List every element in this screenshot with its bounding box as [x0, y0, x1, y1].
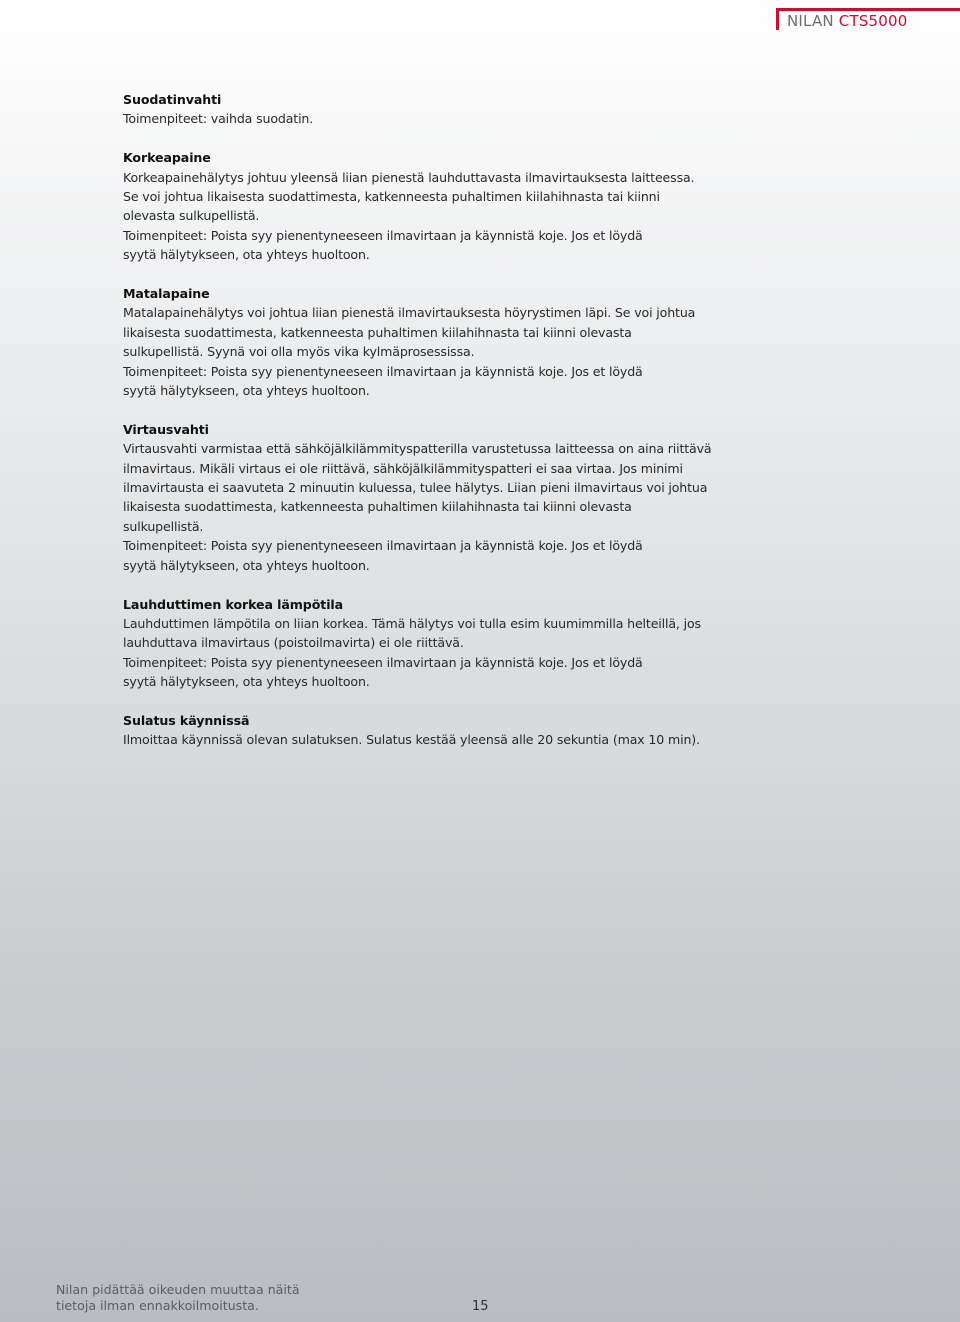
section-line: Toimenpiteet: Poista syy pienentyneeseen ilmavirtaan ja käynnistä koje. Jos et löydä [123, 363, 643, 379]
section-line: syytä hälytykseen, ota yhteys huoltoon. [123, 674, 370, 690]
section-line: likaisesta suodattimesta, katkenneesta puhaltimen kiilahihnasta tai kiinni olevasta [123, 324, 632, 340]
section-heading: Virtausvahti [123, 421, 209, 437]
section-line: lauhduttava ilmavirtaus (poistoilmavirta) ei ole riittävä. [123, 635, 464, 651]
document-body [123, 90, 743, 769]
footer-disclaimer [56, 1282, 300, 1314]
section-matalapaine [123, 284, 743, 400]
section-lauhduttimen-lampotila [123, 595, 743, 692]
section-line: syytä hälytykseen, ota yhteys huoltoon. [123, 557, 370, 573]
section-line: ilmavirtaus. Mikäli virtaus ei ole riittävä, sähköjälkilämmityspatteri ei saa virtaa. Jos minimi [123, 460, 683, 476]
footer-disclaimer-line: Nilan pidättää oikeuden muuttaa näitä [56, 1282, 300, 1297]
section-line: syytä hälytykseen, ota yhteys huoltoon. [123, 247, 370, 263]
section-line: Matalapainehälytys voi johtua liian pienestä ilmavirtauksesta höyrystimen läpi. Se voi johtua [123, 305, 696, 321]
section-line: sulkupellistä. [123, 518, 204, 534]
brand-name: NILAN [787, 12, 834, 30]
section-line: Virtausvahti varmistaa että sähköjälkilämmityspatterilla varustetussa laitteessa on aina riittävä [123, 441, 712, 457]
section-heading: Suodatinvahti [123, 92, 222, 107]
section-line: Ilmoittaa käynnissä olevan sulatuksen. Sulatus kestää yleensä alle 20 sekuntia (max 10 min). [123, 732, 700, 748]
section-suodatinvahti [123, 90, 743, 129]
section-heading: Lauhduttimen korkea lämpötila [123, 596, 344, 612]
brand-header [776, 8, 960, 30]
section-line: Se voi johtua likaisesta suodattimesta, katkenneesta puhaltimen kiilahihnasta tai kiinni [123, 189, 660, 205]
section-heading: Korkeapaine [123, 150, 211, 166]
section-line: Korkeapainehälytys johtuu yleensä liian pienestä lauhduttavasta ilmavirtauksesta laitteessa. [123, 169, 695, 185]
section-line: ilmavirtausta ei saavuteta 2 minuutin kuluessa, tulee hälytys. Liian pieni ilmavirtaus voi johtua [123, 480, 708, 496]
section-line: Toimenpiteet: vaihda suodatin. [123, 111, 314, 127]
section-line: syytä hälytykseen, ota yhteys huoltoon. [123, 383, 370, 399]
section-korkeapaine [123, 148, 743, 264]
section-sulatus-kaynnissa [123, 711, 743, 750]
section-line: Toimenpiteet: Poista syy pienentyneeseen ilmavirtaan ja käynnistä koje. Jos et löydä [123, 227, 643, 243]
section-line: likaisesta suodattimesta, katkenneesta puhaltimen kiilahihnasta tai kiinni olevasta [123, 499, 632, 515]
section-line: Toimenpiteet: Poista syy pienentyneeseen ilmavirtaan ja käynnistä koje. Jos et löydä [123, 538, 643, 554]
section-line: olevasta sulkupellistä. [123, 208, 260, 224]
page-number: 15 [472, 1299, 489, 1314]
section-virtausvahti [123, 420, 743, 575]
section-line: sulkupellistä. Syynä voi olla myös vika kylmäprosessissa. [123, 344, 475, 360]
section-heading: Matalapaine [123, 286, 210, 302]
footer-disclaimer-line: tietoja ilman ennakkoilmoitusta. [56, 1298, 259, 1313]
brand-model: CTS5000 [838, 12, 908, 30]
section-line: Lauhduttimen lämpötila on liian korkea. Tämä hälytys voi tulla esim kuumimmilla helteillä, jos [123, 615, 701, 631]
section-heading: Sulatus käynnissä [123, 712, 250, 728]
section-line: Toimenpiteet: Poista syy pienentyneeseen ilmavirtaan ja käynnistä koje. Jos et löydä [123, 654, 643, 670]
